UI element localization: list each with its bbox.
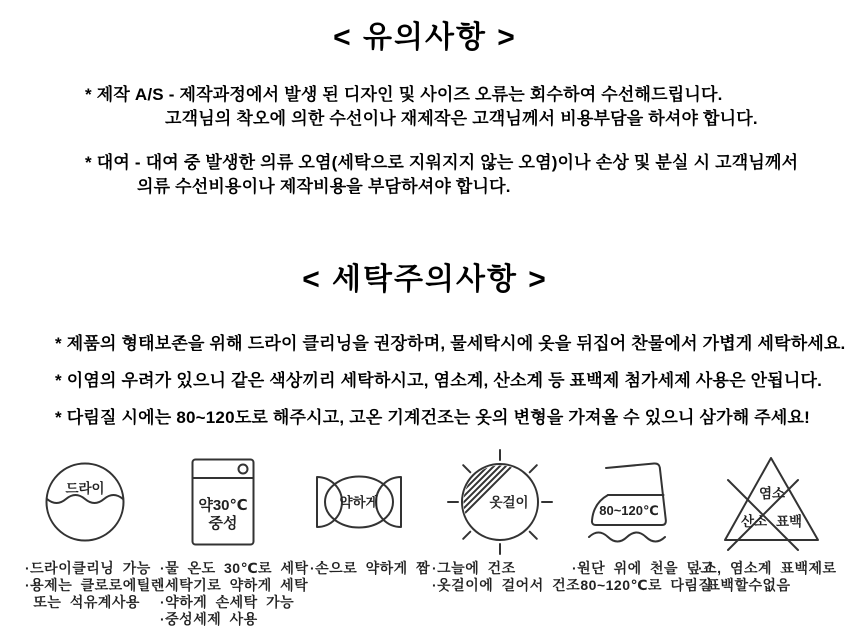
machine-wash-icon — [148, 448, 298, 556]
caption-line: ·용제는 클로로에틸렌 — [25, 577, 165, 593]
caption-line: ·드라이클리닝 가능 — [25, 560, 151, 576]
wring-caption — [298, 560, 431, 577]
machine-wash-icon-label-temp: 약30℃ — [198, 497, 248, 514]
caption-line: ·소, 염소계 표백제로 — [698, 560, 837, 576]
caption-line: ·원단 위에 천을 덮고 — [572, 560, 715, 576]
care-col-wring — [298, 448, 431, 577]
dry-clean-icon — [15, 448, 155, 556]
caption-line: ·옷걸이에 걸어서 건조 — [432, 577, 581, 593]
notice-as-line1: * 제작 A/S - 제작과정에서 발생 된 디자인 및 사이즈 오류는 회수하여 수선해드립니다. — [85, 85, 723, 104]
washing-title: < 세탁주의사항 > — [302, 263, 548, 296]
hang-dry-icon — [425, 448, 575, 556]
machine-wash-icon-label-neutral: 중성 — [208, 515, 238, 532]
care-col-hang-dry — [425, 448, 581, 594]
no-bleach-icon-label-oxygen: 산소 — [740, 514, 767, 529]
care-col-no-bleach — [692, 448, 847, 594]
caption-line: ·세탁기로 약하게 세탁 — [160, 577, 309, 593]
wring-icon-label: 약하게 — [339, 495, 379, 510]
care-col-machine-wash — [148, 448, 309, 628]
iron-icon — [562, 448, 697, 556]
caption-line: 표백할수없음 — [698, 577, 791, 593]
notice-rental-line1: * 대여 - 대여 중 발생한 의류 오염(세탁으로 지워지지 않는 오염)이나 손상 및 분실 시 고객님께서 — [85, 153, 799, 172]
caption-line: ·중성세제 사용 — [160, 611, 258, 627]
no-bleach-icon-label-chlorine: 염소 — [758, 486, 785, 501]
iron-icon-label: 80~120℃ — [598, 503, 659, 518]
care-col-iron — [562, 448, 715, 594]
caption-line: 80~120℃로 다림질 — [572, 577, 713, 593]
wring-icon — [298, 448, 420, 556]
caption-line: ·약하게 손세탁 가능 — [160, 594, 295, 610]
washing-bullet-3: * 다림질 시에는 80~120도로 해주시고, 고온 기계건조는 옷의 변형을 가져올 수 있으니 삼가해 주세요! — [55, 408, 811, 427]
hang-dry-caption — [425, 560, 581, 594]
notice-as-line2: 고객님의 착오에 의한 수선이나 재제작은 고객님께서 비용부담을 하셔야 합니다. — [165, 109, 758, 128]
caption-line: ·물 온도 30℃로 세탁 — [160, 560, 309, 576]
notice-rental-line2: 의류 수선비용이나 제작비용을 부담하셔야 합니다. — [137, 177, 511, 196]
hang-dry-icon-label: 옷걸이 — [489, 495, 529, 510]
care-col-dry-clean — [15, 448, 165, 611]
caption-line: ·손으로 약하게 짬 — [310, 560, 431, 576]
washing-bullet-1: * 제품의 형태보존을 위해 드라이 클리닝을 권장하며, 물세탁시에 옷을 뒤집어 찬물에서 가볍게 세탁하세요. — [55, 334, 846, 353]
no-bleach-caption — [692, 560, 847, 594]
caption-line: 또는 석유계사용 — [25, 594, 140, 610]
washing-bullet-2: * 이염의 우려가 있으니 같은 색상끼리 세탁하시고, 염소계, 산소계 등 표백제 첨가세제 사용은 안됩니다. — [55, 371, 823, 390]
dry-clean-caption — [15, 560, 165, 611]
machine-wash-caption — [148, 560, 309, 628]
iron-caption — [562, 560, 715, 594]
no-bleach-icon — [692, 448, 847, 556]
no-bleach-icon-label-bleach: 표백 — [775, 514, 802, 529]
caption-line: ·그늘에 건조 — [432, 560, 516, 576]
notice-title: < 유의사항 > — [333, 21, 517, 54]
dry-clean-icon-label: 드라이 — [65, 481, 105, 496]
